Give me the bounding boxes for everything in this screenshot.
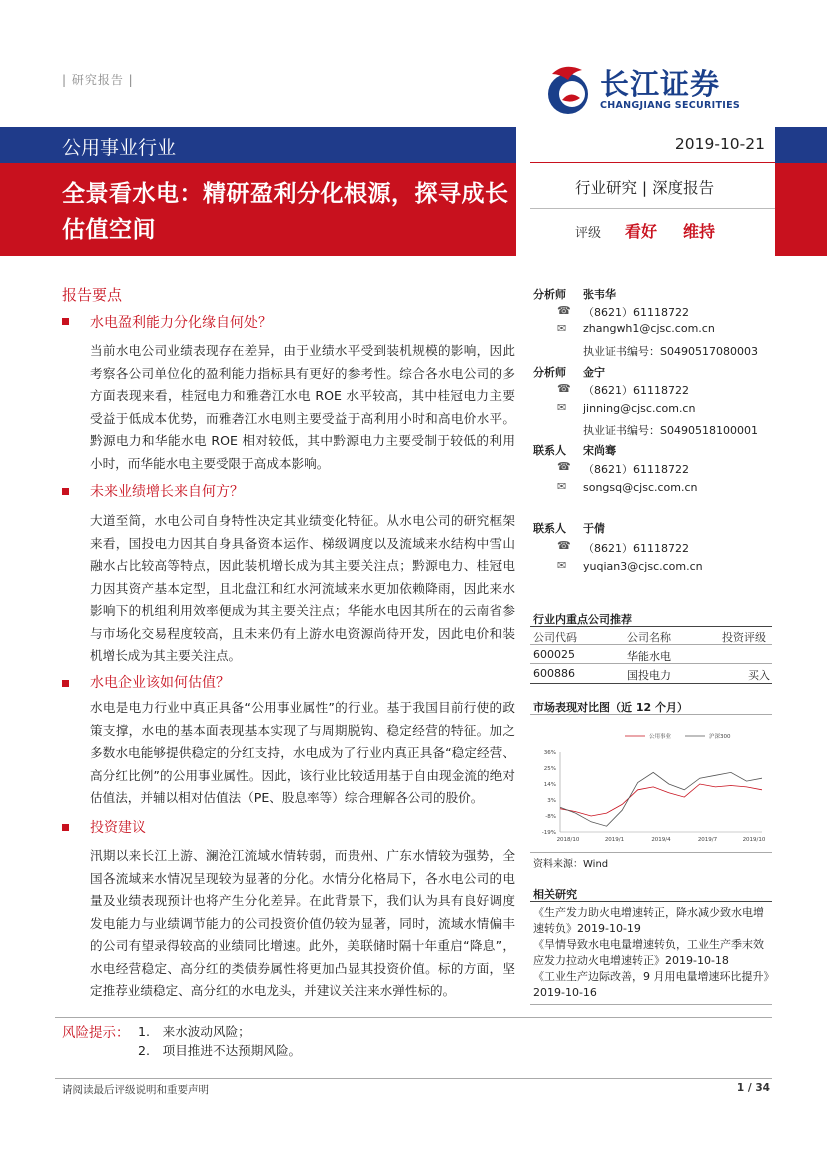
table-title: 行业内重点公司推荐 — [533, 613, 632, 626]
chart-source: 资料来源：Wind — [533, 859, 609, 870]
table-cell: 600025 — [533, 648, 575, 661]
analyst-email[interactable]: zhangwh1@cjsc.com.cn — [583, 322, 715, 335]
bullet-icon — [62, 488, 69, 495]
footer-note: 请阅读最后评级说明和重要声明 — [62, 1084, 209, 1096]
industry-bar — [0, 127, 516, 163]
point-body: 当前水电公司业绩表现存在差异，由于业绩水平受到装机规模的影响，因此考察各公司单位化的盈利能力指标具有更好的参考性。综合各水电公司的多方面表现来看，桂冠电力和雅砻江水电 ROE 水平较高，其中桂冠电力主要受益于低成本优势，而雅砻江水电则主要受益于高利用小时和高电价水平。黔源电力和华能水电 ROE 相对较低，其中黔源电力主要受制于较低的利用小时，而华能水电主要受限于高成本影响。 — [90, 343, 515, 471]
report-date: 2019-10-21 — [674, 135, 765, 153]
email-icon: ✉ — [557, 401, 567, 414]
divider — [530, 683, 772, 684]
divider — [530, 162, 775, 163]
table-header: 公司名称 — [627, 631, 671, 644]
analyst-cert: 执业证书编号：S0490517080003 — [583, 345, 758, 358]
y-tick-label: 14% — [543, 782, 556, 788]
bullet-icon — [62, 318, 69, 325]
header-accent-red — [775, 163, 827, 256]
related-title: 相关研究 — [533, 888, 577, 901]
analyst-role: 分析师 — [533, 288, 566, 301]
phone-icon: ☎ — [557, 382, 571, 395]
risk-item: 2. 项目推进不达预期风险。 — [138, 1043, 302, 1058]
rating-label: 评级 — [575, 226, 602, 241]
related-item[interactable]: 《工业生产边际改善，9 月用电量增速环比提升》2019-10-16 — [533, 970, 769, 999]
contact-email[interactable]: songsq@cjsc.com.cn — [583, 481, 698, 494]
report-title: 全景看水电：精研盈利分化根源，探寻成长估值空间 — [62, 181, 509, 243]
section-title: 报告要点 — [62, 286, 123, 304]
report-tag: | 研究报告 | — [62, 73, 134, 87]
company-logo — [540, 60, 770, 120]
chart-title: 市场表现对比图（近 12 个月） — [533, 701, 688, 714]
analyst-cert: 执业证书编号：S0490518100001 — [583, 424, 758, 437]
phone-icon: ☎ — [557, 539, 571, 552]
x-tick-label: 2019/1 — [604, 837, 625, 843]
point-body: 水电是电力行业中真正具备“公用事业属性”的行业。基于我国目前行使的政策支撑，水电的基本面表现基本实现了与周期脱钩、稳定经营的特征。加之多数水电能够提供稳定的分红支持，水电成为了行业内真正具备“稳定经营、高分红比例”的公用事业属性。因此，该行业比较适用基于自由现金流的绝对估值法，并辅以相对估值法（PE、股息率等）综合理解各公司的股价。 — [90, 700, 515, 805]
y-tick-label: 25% — [543, 766, 556, 772]
market-chart — [530, 728, 772, 848]
logo-emblem-icon — [542, 60, 594, 118]
email-icon: ✉ — [557, 480, 567, 493]
y-tick-label: -19% — [541, 830, 556, 836]
table-header: 投资评级 — [722, 631, 766, 644]
header-accent-blue — [775, 127, 827, 163]
point-body: 大道至简，水电公司自身特性决定其业绩变化特征。从水电公司的研究框架来看，国投电力因其自身具备资本运作、梯级调度以及流域来水结构中雪山融水占比较高等特点，因此装机增长成为其主要关注点；黔源电力、桂冠电力因其资产基本定型，且北盘江和红水河流域来水更加依赖降雨，因此来水影响下的机组利用效率便成为其主要关注点；华能水电因其所在的云南省参与市场化交易程度较高，且未来仍有上游水电资源尚待开发，因此电价和装机增长成为其主要关注点。 — [90, 513, 515, 663]
series-line — [560, 784, 762, 816]
table-cell: 国投电力 — [627, 669, 671, 682]
contact-role: 联系人 — [533, 522, 566, 535]
email-icon: ✉ — [557, 559, 567, 572]
analyst-phone: （8621）61118722 — [583, 384, 689, 397]
point-heading: 水电企业该如何估值？ — [90, 675, 230, 691]
divider — [530, 644, 772, 645]
contact-phone: （8621）61118722 — [583, 463, 689, 476]
divider — [530, 626, 772, 627]
report-type: 行业研究 | 深度报告 — [575, 179, 715, 197]
legend-label: 沪深300 — [709, 734, 731, 740]
divider — [530, 1004, 772, 1005]
table-header: 公司代码 — [533, 631, 577, 644]
industry-label: 公用事业行业 — [62, 137, 177, 159]
x-tick-label: 2019/4 — [651, 837, 671, 843]
y-tick-label: 36% — [543, 750, 556, 756]
divider — [530, 714, 772, 715]
page-number: 1 / 34 — [736, 1082, 770, 1094]
series-line — [560, 772, 762, 826]
y-tick-label: 3% — [547, 798, 556, 804]
related-item[interactable]: 《旱情导致水电电量增速转负，工业生产季末效应发力拉动火电增速转正》2019-10-18 — [533, 938, 764, 967]
logo-english: CHANGJIANG SECURITIES — [600, 100, 741, 111]
analyst-phone: （8621）61118722 — [583, 306, 689, 319]
contact-phone: （8621）61118722 — [583, 542, 689, 555]
email-icon: ✉ — [557, 322, 567, 335]
legend-label: 公用事业 — [649, 734, 672, 740]
phone-icon: ☎ — [557, 304, 571, 317]
analyst-name: 张韦华 — [583, 288, 616, 301]
contact-email[interactable]: yuqian3@cjsc.com.cn — [583, 560, 703, 573]
rating-change: 维持 — [683, 222, 716, 241]
divider — [55, 1017, 772, 1018]
bullet-icon — [62, 680, 69, 687]
x-tick-label: 2018/10 — [556, 837, 580, 843]
divider — [55, 1078, 772, 1079]
related-item[interactable]: 《生产发力助火电增速转正，降水减少致水电增速转负》2019-10-19 — [533, 906, 764, 935]
y-tick-label: -8% — [545, 814, 556, 820]
divider — [530, 208, 775, 209]
x-tick-label: 2019/7 — [697, 837, 718, 843]
analyst-role: 分析师 — [533, 366, 566, 379]
divider — [530, 663, 772, 664]
x-tick-label: 2019/10 — [742, 837, 766, 843]
analyst-email[interactable]: jinning@cjsc.com.cn — [583, 402, 696, 415]
contact-name: 于倩 — [583, 522, 605, 535]
risk-label: 风险提示： — [62, 1025, 130, 1041]
point-heading: 水电盈利能力分化缘自何处？ — [90, 315, 272, 331]
risk-item: 1. 来水波动风险； — [138, 1024, 251, 1039]
table-cell: 买入 — [748, 669, 770, 682]
phone-icon: ☎ — [557, 460, 571, 473]
divider — [530, 901, 772, 902]
point-heading: 投资建议 — [90, 820, 146, 836]
contact-role: 联系人 — [533, 444, 566, 457]
table-cell: 华能水电 — [627, 650, 671, 663]
divider — [530, 852, 772, 853]
logo-chinese: 长江证券 — [600, 67, 721, 101]
rating-value: 看好 — [625, 222, 658, 241]
table-cell: 600886 — [533, 667, 575, 680]
contact-name: 宋尚骞 — [583, 444, 616, 457]
point-body: 汛期以来长江上游、澜沧江流域水情转弱，而贵州、广东水情较为强势，全国各流域来水情况呈现较为显著的分化。水情分化格局下，各水电公司的电量及业绩表现预计也将产生分化差异。在此背景下，我们认为具有良好调度发电能力与业绩调节能力的公司投资价值仍较为显著，同时，流域水情偏丰的公司有望录得较高的业绩同比增速。此外，美联储时隔十年重启“降息”，水电经营稳定、高分红的类债券属性将更加凸显其投资价值。标的方面，坚定推荐业绩稳定、高分红的水电龙头，并建议关注来水弹性标的。 — [90, 848, 515, 998]
point-heading: 未来业绩增长来自何方？ — [90, 484, 244, 500]
bullet-icon — [62, 824, 69, 831]
analyst-name: 金宁 — [583, 366, 605, 379]
